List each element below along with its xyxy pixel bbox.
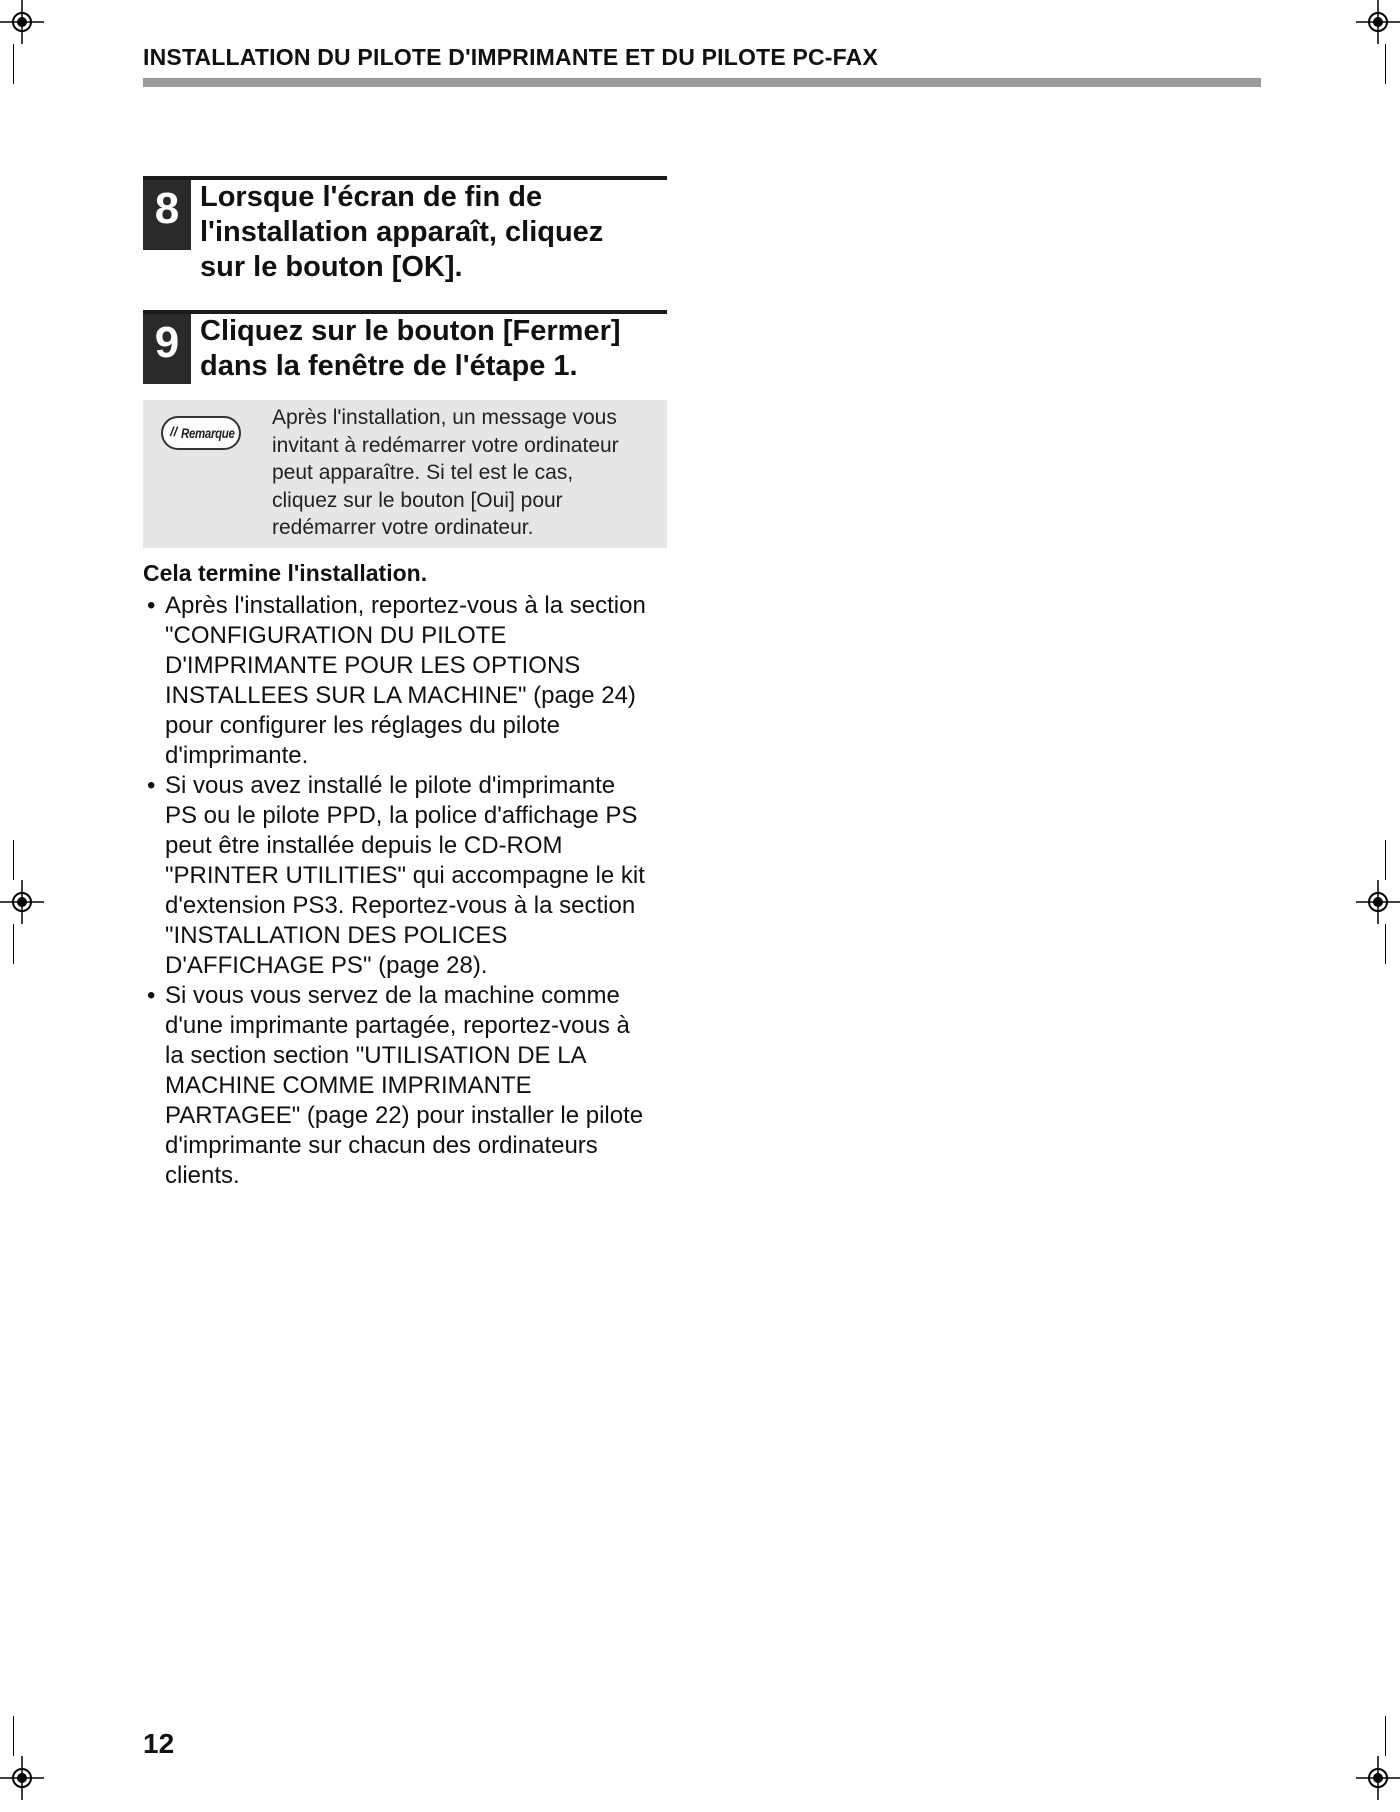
- registration-mark-icon: [1356, 0, 1400, 44]
- crop-mark: [1385, 1716, 1386, 1756]
- bullet-list: [143, 591, 683, 1191]
- note-badge: [161, 416, 241, 450]
- crop-mark: [1385, 924, 1386, 964]
- registration-mark-icon: [0, 880, 44, 924]
- page-header-title: INSTALLATION DU PILOTE D'IMPRIMANTE ET DU PILOTE PC-FAX: [143, 44, 878, 70]
- step-number: 8: [143, 180, 191, 250]
- crop-mark: [13, 1716, 14, 1756]
- registration-mark-icon: [0, 1756, 44, 1800]
- step-instruction: Lorsque l'écran de fin de l'installation apparaît, cliquez sur le bouton [OK].: [200, 181, 604, 283]
- bullet-icon: •: [147, 772, 156, 799]
- bullet-icon: •: [147, 982, 156, 1009]
- list-item: [143, 981, 683, 1191]
- crop-mark: [1385, 44, 1386, 84]
- list-item-text: Si vous vous servez de la machine comme d'une imprimante partagée, reportez-vous à la section section "UTILISATION DE LA MACHINE COMME IMPRIMANTE PARTAGEE" (page 22) pour installer le pilote d'imprimante sur chacun des ordinateurs clients.: [165, 982, 644, 1189]
- note-badge-label: Remarque: [181, 425, 235, 441]
- conclusion-heading: Cela termine l'installation.: [143, 560, 428, 586]
- step-instruction: Cliquez sur le bouton [Fermer] dans la fenêtre de l'étape 1.: [200, 315, 621, 382]
- step-number: 9: [143, 314, 191, 384]
- registration-mark-icon: [1356, 1756, 1400, 1800]
- list-item: [143, 591, 683, 771]
- note-box: [143, 400, 667, 548]
- header-rule: [143, 78, 1261, 87]
- note-text: Après l'installation, un message vous invitant à redémarrer votre ordinateur peut apparaître. Si tel est le cas, cliquez sur le bouton [Oui] pour redémarrer votre ordinateur.: [272, 406, 619, 539]
- page-number: 12: [143, 1728, 175, 1759]
- crop-mark: [13, 924, 14, 964]
- list-item-text: Après l'installation, reportez-vous à la section "CONFIGURATION DU PILOTE D'IMPRIMANTE POUR LES OPTIONS INSTALLEES SUR LA MACHINE" (page 24) pour configurer les réglages du pilote d'imprimante.: [165, 592, 646, 769]
- bullet-icon: •: [147, 592, 156, 619]
- registration-mark-icon: [1356, 880, 1400, 924]
- registration-mark-icon: [0, 0, 44, 44]
- crop-mark: [13, 840, 14, 880]
- pencil-icon: //: [170, 424, 178, 439]
- crop-mark: [1385, 840, 1386, 880]
- list-item: [143, 771, 683, 981]
- list-item-text: Si vous avez installé le pilote d'imprimante PS ou le pilote PPD, la police d'affichage PS peut être installée depuis le CD-ROM "PRINTER UTILITIES" qui accompagne le kit d'extension PS3. Reportez-vous à la section "INSTALLATION DES POLICES D'AFFICHAGE PS" (page 28).: [165, 772, 645, 979]
- crop-mark: [13, 44, 14, 84]
